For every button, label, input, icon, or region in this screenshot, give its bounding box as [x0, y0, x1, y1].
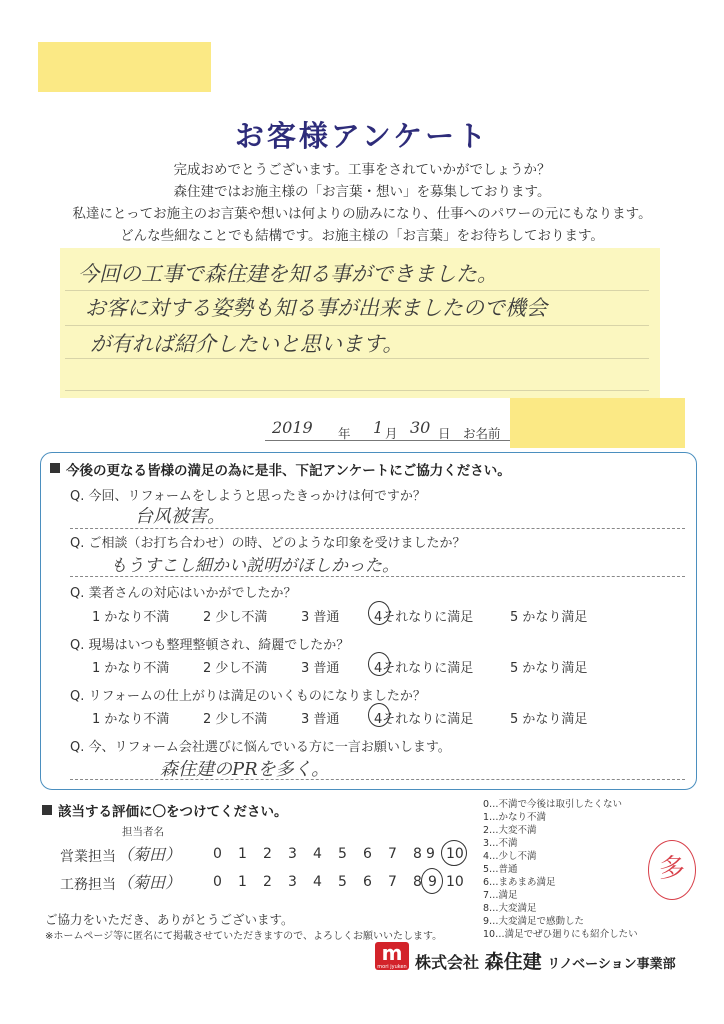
scale-4: 4	[313, 846, 322, 862]
selection-circle	[368, 601, 390, 625]
scale-7: 7	[388, 874, 397, 890]
scale-1: 1	[238, 874, 247, 890]
legend-item: 9…大変満足で感動した	[483, 916, 585, 927]
option-1: 1 かなり不満	[92, 610, 170, 625]
intro-line-4: どんな些細なことでも結構です。お施主様の「お言葉」をお待ちしております。	[120, 228, 604, 244]
scale-0: 0	[213, 846, 222, 862]
legend-item: 4…少し不満	[483, 851, 537, 862]
message-line-2: お客に対する姿勢も知る事が出来ましたので機会	[85, 296, 547, 320]
option-4: 4それなりに満足	[374, 712, 474, 727]
selection-circle	[368, 652, 390, 676]
option-1: 1 かなり不満	[92, 712, 170, 727]
question-4: Q. 現場はいつも整理整頓され、綺麗でしたか？	[70, 638, 350, 653]
answer-line	[70, 528, 685, 529]
legend-item: 2…大変不満	[483, 825, 537, 836]
scale-9: 9	[428, 874, 437, 890]
legend-item: 6…まあまあ満足	[483, 877, 556, 888]
question-6: Q. 今、リフォーム会社選びに悩んでいる方に一言お願いします。	[70, 740, 451, 755]
scale-8: 8	[413, 874, 422, 890]
square-bullet-icon	[42, 805, 52, 815]
construction-name: （菊田）	[117, 873, 182, 892]
answer-2: もうすこし細かい説明がほしかった。	[110, 556, 399, 576]
name-label: お名前	[463, 426, 501, 441]
option-3: 3 普通	[301, 610, 340, 625]
option-4: 4それなりに満足	[374, 610, 474, 625]
question-2: Q. ご相談（お打ち合わせ）の時、どのような印象を受けましたか？	[70, 536, 466, 551]
question-1: Q. 今回、リフォームをしようと思ったきっかけは何ですか？	[70, 489, 426, 504]
scale-8: 8	[413, 846, 422, 862]
sales-name: （菊田）	[117, 845, 182, 864]
intro-line-3: 私達にとってお施主のお言葉や想いは何よりの励みになり、仕事へのパワーの元にもなります。	[72, 206, 652, 222]
approval-stamp: 多	[648, 840, 696, 900]
company-logo-icon: m mori jyuken	[375, 942, 409, 970]
date-month-label: 月	[385, 426, 398, 441]
scale-4: 4	[313, 874, 322, 890]
scale-10: 10	[446, 846, 464, 862]
option-5: 5 かなり満足	[510, 610, 588, 625]
sticky-note-top	[38, 42, 211, 92]
intro-line-1: 完成おめでとうございます。工事をされていかがでしょうか？	[173, 162, 551, 178]
scale-9: 9	[426, 846, 435, 862]
questionnaire-heading: 今後の更なる皆様の満足の為に是非、下記アンケートにご協力ください。	[66, 463, 511, 479]
answer-line	[70, 779, 685, 780]
scale-3: 3	[288, 874, 297, 890]
company-name: 株式会社 森住建 リノベーション事業部	[415, 951, 676, 973]
scale-6: 6	[363, 846, 372, 862]
message-line-3: が有れば紹介したいと思います。	[90, 332, 404, 356]
legend-item: 3…不満	[483, 838, 518, 849]
sticky-note-name	[510, 398, 685, 448]
ruled-line	[65, 325, 649, 326]
scale-6: 6	[363, 874, 372, 890]
option-2: 2 少し不満	[203, 610, 268, 625]
sales-label: 営業担当	[60, 849, 116, 865]
option-5: 5 かなり満足	[510, 712, 588, 727]
message-line-1: 今回の工事で森住建を知る事ができました。	[78, 262, 498, 286]
scale-10: 10	[446, 874, 464, 890]
option-2: 2 少し不満	[203, 712, 268, 727]
scale-2: 2	[263, 846, 272, 862]
answer-6: 森住建のPRを多く。	[160, 759, 330, 780]
option-5: 5 かなり満足	[510, 661, 588, 676]
scale-5: 5	[338, 874, 347, 890]
scale-7: 7	[388, 846, 397, 862]
thanks-text: ご協力をいただき、ありがとうございます。	[45, 912, 294, 927]
date-year-value: 2019	[272, 418, 313, 437]
option-2: 2 少し不満	[203, 661, 268, 676]
scale-1: 1	[238, 846, 247, 862]
option-3: 3 普通	[301, 661, 340, 676]
question-5: Q. リフォームの仕上がりは満足のいくものになりましたか？	[70, 689, 426, 704]
note-text: ※ホームページ等に匿名にて掲載させていただきますので、よろしくお願いいたします。	[45, 931, 443, 942]
rating-heading: 該当する評価に〇をつけてください。	[58, 804, 288, 820]
square-bullet-icon	[50, 463, 60, 473]
legend-item: 1…かなり不満	[483, 812, 547, 823]
ruled-line	[65, 290, 649, 291]
option-4: 4それなりに満足	[374, 661, 474, 676]
scale-5: 5	[338, 846, 347, 862]
date-month-value: 1	[373, 418, 384, 437]
date-day-label: 日	[438, 426, 451, 441]
date-day-value: 30	[410, 418, 431, 437]
selection-circle	[368, 703, 390, 727]
scale-3: 3	[288, 846, 297, 862]
answer-1: 台风被害。	[135, 506, 225, 527]
ruled-line	[65, 358, 649, 359]
legend-item: 5…普通	[483, 864, 518, 875]
option-1: 1 かなり不満	[92, 661, 170, 676]
scale-2: 2	[263, 874, 272, 890]
legend-item: 0…不満で今後は取引したくない	[483, 799, 623, 810]
legend-item: 7…満足	[483, 890, 518, 901]
ruled-line	[65, 390, 649, 391]
intro-line-2: 森住建ではお施主様の「お言葉・想い」を募集しております。	[173, 184, 551, 200]
selection-circle	[441, 840, 467, 866]
survey-title: お客様アンケート	[234, 119, 490, 153]
scale-0: 0	[213, 874, 222, 890]
answer-line	[70, 576, 685, 577]
selection-circle	[421, 868, 443, 894]
question-3: Q. 業者さんの対応はいかがでしたか？	[70, 586, 297, 601]
option-3: 3 普通	[301, 712, 340, 727]
construction-label: 工務担当	[60, 877, 116, 893]
legend-item: 8…大変満足	[483, 903, 537, 914]
date-year-label: 年	[338, 426, 351, 441]
legend-item: 10…満足でぜひ廻りにも紹介したい	[483, 929, 638, 940]
staff-label: 担当者名	[122, 826, 164, 838]
